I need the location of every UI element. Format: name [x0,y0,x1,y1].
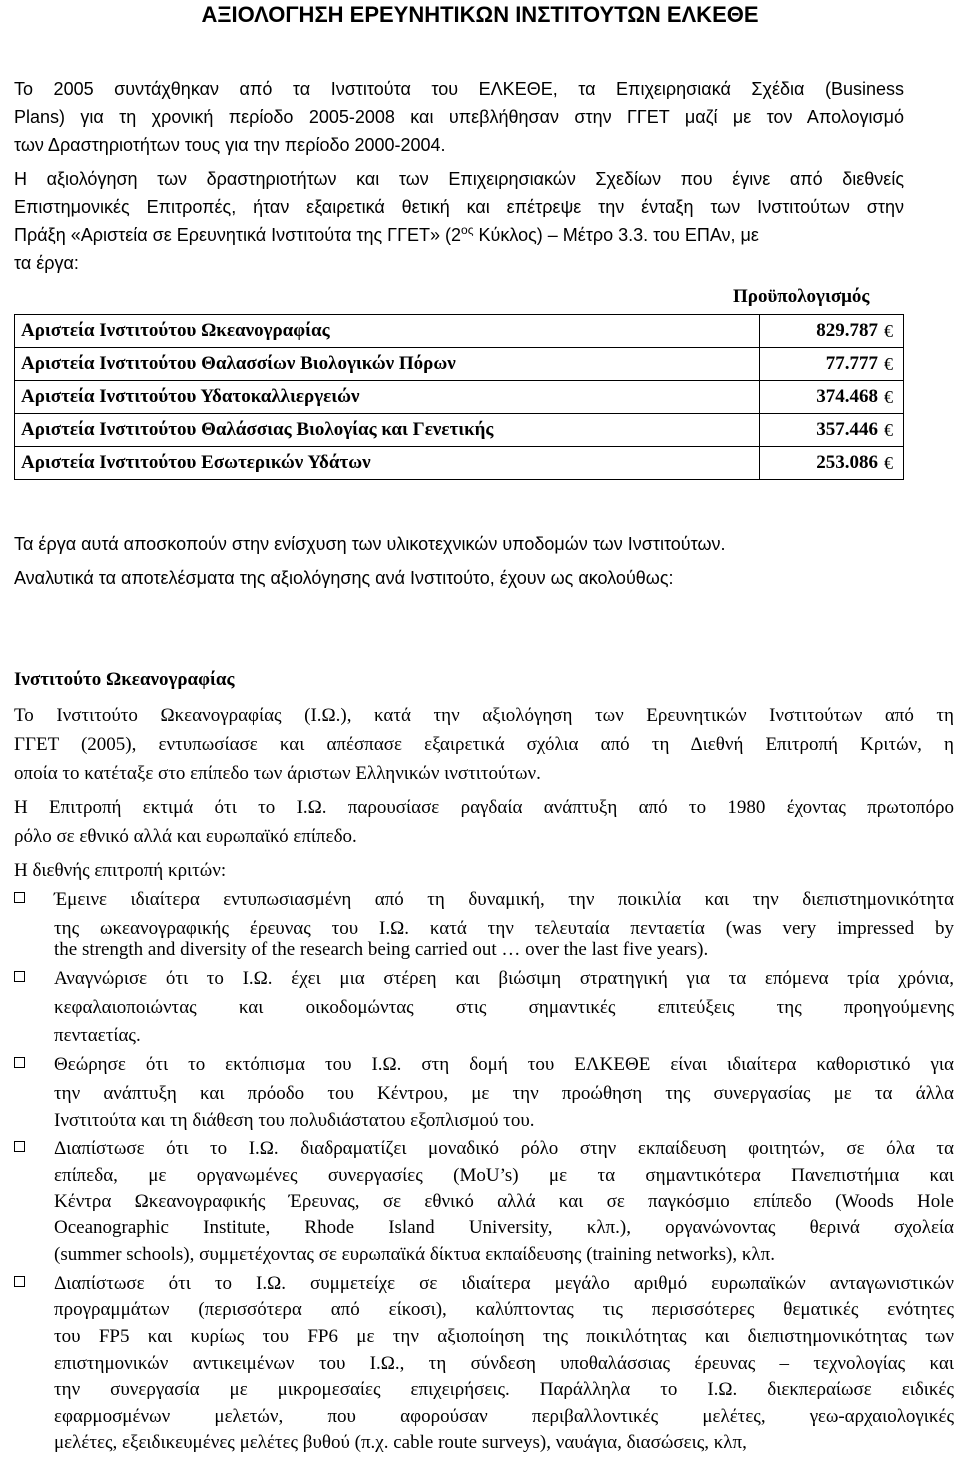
checkbox-bullet-icon [14,1141,28,1155]
checkbox-bullet-icon [14,1057,28,1071]
purpose-text: Τα έργα αυτά αποσκοπούν στην ενίσχυση των υλικοτεχνικών υποδομών των Ινστιτούτων. [14,534,726,554]
intro-line-2: Plans) για τη χρονική περίοδο 2005-2008 και υπεβλήθησαν στην ΓΓΕΤ μαζί με τον Απολογισμό [14,107,904,127]
committee-line-1: Η Επιτροπή εκτιμά ότι το Ι.Ω. παρουσίασε ραγδαία ανάπτυξη από το 1980 έχοντας πρωτοπόρο [14,797,954,818]
bullet-4-line-1: Διαπίστωσε ότι το Ι.Ω. διαδραματίζει μοναδικό ρόλο στην εκπαίδευση φοιτητών, σε όλα τα [54,1138,954,1159]
evaluation-line-4: τα έργα: [14,253,79,273]
bullet-5-line-1: Διαπίστωσε ότι το Ι.Ω. συμμετείχε σε ιδιαίτερα μεγάλο αριθμό ευρωπαϊκών ανταγωνιστικών [54,1273,954,1294]
bullet-4-line-3: Κέντρα Ωκεανογραφικής Έρευνας, σε εθνικό αλλά και σε παγκόσμιο επίπεδο (Woods Hole [54,1191,954,1212]
bullet-4-line-2: επίπεδα, με οργανωμένες συνεργασίες (MoU’s) με τα σημαντικότερα Πανεπιστήμια και [54,1165,954,1186]
project-name: Αριστεία Ινστιτούτου Θαλασσίων Βιολογικών Πόρων [15,348,760,381]
project-name: Αριστεία Ινστιτούτου Θαλάσσιας Βιολογίας και Γενετικής [15,414,760,447]
bullet-3-line-1: Θεώρησε ότι το εκτόπισμα του Ι.Ω. στη δομή του ΕΛΚΕΘΕ είναι ιδιαίτερα καθοριστικό για [54,1054,954,1075]
evaluation-line-3 [14,221,904,249]
bullet-1-line-3: the strength and diversity of the research being carried out … over the last five years). [54,939,709,960]
project-name: Αριστεία Ινστιτούτου Εσωτερικών Υδάτων [15,447,760,480]
table-row [15,414,904,447]
project-amount: 374.468 [816,386,878,407]
project-amount-cell [760,414,904,447]
project-name: Αριστεία Ινστιτούτου Ωκεανογραφίας [15,315,760,348]
intro-line-1: Το 2005 συντάχθηκαν από τα Ινστιτούτα του ΕΛΚΕΘΕ, τα Επιχειρησιακά Σχέδια (Business [14,79,904,99]
project-amount-cell [760,447,904,480]
page-title: ΑΞΙΟΛΟΓΗΣΗ ΕΡΕΥΝΗΤΙΚΩΝ ΙΝΣΤΙΤΟΥΤΩΝ ΕΛΚΕΘΕ [201,2,759,27]
evaluation-line-3-pre: Πράξη «Αριστεία σε Ερευνητικά Ινστιτούτα της ΓΓΕΤ» (2 [14,225,462,245]
table-row [15,381,904,414]
project-amount: 253.086 [816,452,878,473]
projects-table [14,314,904,480]
bullet-5-line-7: μελέτες, εξειδικευμένες μελέτες βυθού (π.χ. cable route surveys), ναυάγια, διασώσεις, κλπ, [54,1432,747,1453]
table-row [15,447,904,480]
project-name: Αριστεία Ινστιτούτου Υδατοκαλλιεργειών [15,381,760,414]
results-intro: Αναλυτικά τα αποτελέσματα της αξιολόγησης ανά Ινστιτούτο, έχουν ως ακολούθως: [14,568,674,588]
project-amount-cell [760,381,904,414]
bullet-5-line-6: εφαρμοσμένων μελετών, που αφορούσαν περιβαλλοντικές μελέτες, γεω-αρχαιολογικές [54,1406,954,1427]
bullet-2-line-2: κεφαλαιοποιώντας και οικοδομώντας στις σημαντικές επιτεύξεις της προηγούμενης [54,997,954,1018]
project-amount-cell [760,348,904,381]
bullet-5-line-2: προγραμμάτων (περισσότερα από είκοσι), καλύπτοντας τις περισσότερες θεματικές ενότητες [54,1299,954,1320]
io-para-line-3: οποία το κατέταξε στο επίπεδο των άριστων Ελληνικών ινστιτούτων. [14,763,541,784]
project-amount-cell [760,315,904,348]
bullet-5-line-3: του FP5 και κυρίως του FP6 με την αξιοποίηση της ποικιλότητας και διεπιστημονικότητας των [54,1326,954,1347]
checkbox-bullet-icon [14,1276,28,1290]
bullet-2-line-1: Αναγνώρισε ότι το Ι.Ω. έχει μια στέρεη και βιώσιμη στρατηγική για τα επόμενα τρία χρόνια, [54,968,954,989]
checkbox-bullet-icon [14,892,28,906]
euro-icon: € [884,452,893,473]
io-para-line-2: ΓΓΕΤ (2005), εντυπωσίασε και απέσπασε εξαιρετικά σχόλια από τη Διεθνή Επιτροπή Κριτών, η [14,734,954,755]
jury-intro: Η διεθνής επιτροπή κριτών: [14,860,227,881]
euro-icon: € [884,419,893,440]
project-amount: 829.787 [816,320,878,341]
evaluation-line-1: Η αξιολόγηση των δραστηριοτήτων και των Επιχειρησιακών Σχεδίων που έγινε από διεθνείς [14,169,904,189]
evaluation-line-2: Επιστημονικές Επιτροπές, ήταν εξαιρετικά θετική και επέτρεψε την ένταξη των Ινστιτούτων στην [14,197,904,217]
bullet-5-line-5: την συνεργασία με μικρομεσαίες επιχειρήσεις. Παράλληλα το Ι.Ω. διεκπεραίωσε ειδικές [54,1379,954,1400]
io-para-line-1: Το Ινστιτούτο Ωκεανογραφίας (Ι.Ω.), κατά την αξιολόγηση των Ερευνητικών Ινστιτούτων από τη [14,705,954,726]
budget-header: Προϋπολογισμός [733,286,870,307]
euro-icon: € [884,386,893,407]
bullet-1-line-1: Έμεινε ιδιαίτερα εντυπωσιασμένη από τη δυναμική, την ποικιλία και την διεπιστημονικότητα [54,889,954,910]
table-row [15,348,904,381]
ordinal-superscript: ος [461,223,474,237]
table-row [15,315,904,348]
euro-icon: € [884,320,893,341]
euro-icon: € [884,353,893,374]
bullet-3-line-2: την ανάπτυξη και πρόοδο του Κέντρου, με την προώθηση της συνεργασίας με τα άλλα [54,1083,954,1104]
bullet-2-line-3: πενταετίας. [54,1025,141,1046]
project-amount: 77.777 [825,353,878,374]
intro-line-3: των Δραστηριοτήτων τους για την περίοδο 2000-2004. [14,135,446,155]
project-amount: 357.446 [816,419,878,440]
bullet-1-line-2: της ωκεανογραφικής έρευνας του Ι.Ω. κατά την τελευταία πενταετία (was very impressed by [54,918,954,939]
checkbox-bullet-icon [14,971,28,985]
bullet-3-line-3: Ινστιτούτα και τη διάθεση του πολυδιάστατου εξοπλισμού του. [54,1110,535,1131]
section-heading: Ινστιτούτο Ωκεανογραφίας [14,669,235,690]
bullet-4-line-5: (summer schools), συμμετέχοντας σε ευρωπαϊκά δίκτυα εκπαίδευσης (training networks), κλπ. [54,1244,775,1265]
bullet-4-line-4: Oceanographic Institute, Rhode Island University, κλπ.), οργανώνοντας θερινά σχολεία [54,1217,954,1238]
evaluation-line-3-post: Κύκλος) – Μέτρο 3.3. του ΕΠΑν, με [473,225,759,245]
bullet-5-line-4: επιστημονικών αντικειμένων του Ι.Ω., τη σύνδεση υποθαλάσσιας έρευνας – τεχνολογίας και [54,1353,954,1374]
committee-line-2: ρόλο σε εθνικό αλλά και ευρωπαϊκό επίπεδο. [14,826,357,847]
